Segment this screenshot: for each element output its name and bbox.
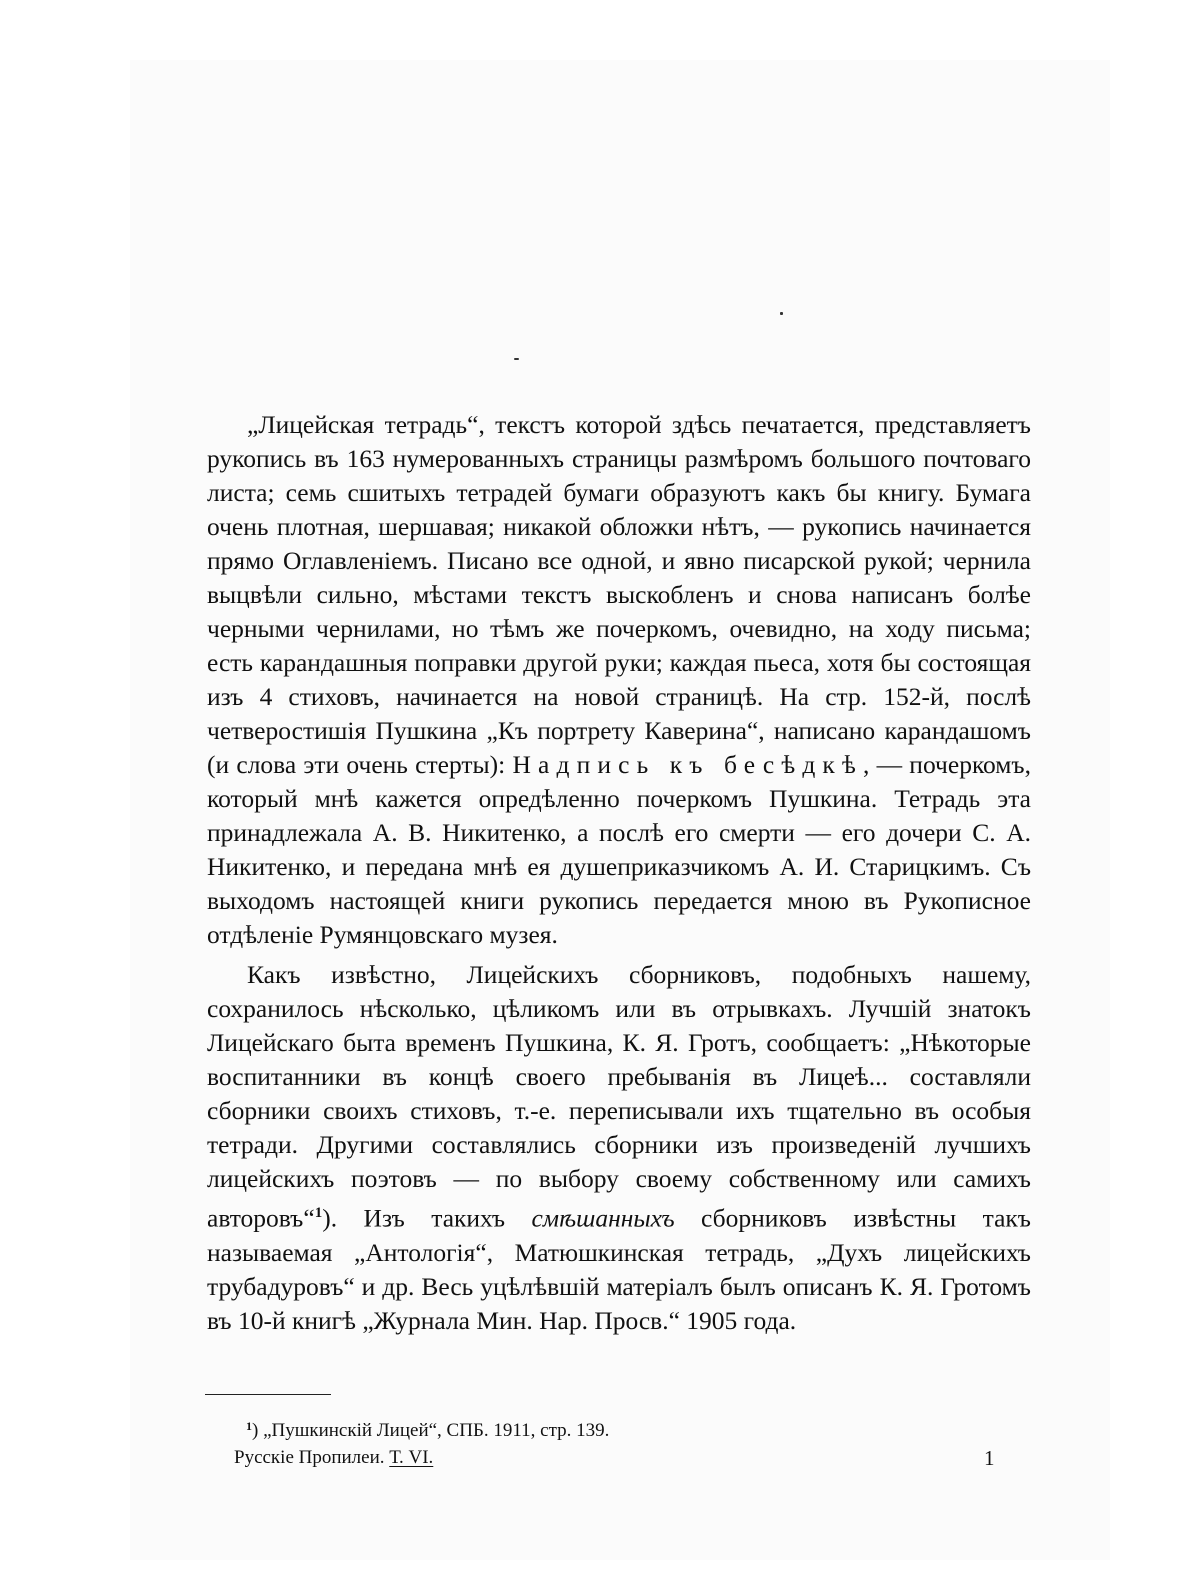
paragraph-2-italic-term: смѣшанныхъ xyxy=(531,1203,675,1233)
footnote-text: ) „Пушкинскій Лицей“, СПБ. 1911, стр. 139. xyxy=(252,1420,610,1441)
footnote-marker: 1 xyxy=(246,1419,252,1433)
paragraph-1 xyxy=(207,408,1031,952)
volume-label: Т. VI. xyxy=(389,1447,434,1468)
paragraph-1-spaced-title: Надпись къ бесѣдкѣ xyxy=(512,750,863,779)
ink-speck xyxy=(780,312,783,315)
footnote xyxy=(246,1414,609,1443)
footnote-reference: 1 xyxy=(314,1205,323,1221)
main-text xyxy=(207,408,1031,1338)
paragraph-1-text-b: , — почеркомъ, который мнѣ кажется опредѣленно почеркомъ Пушкина. Тетрадь эта принадлежала А. В. Никитенко, а послѣ его смерти — его дочери С. А. Никитенко, и передана мнѣ ея душеприказчикомъ А. И. Старицкимъ. Съ выходомъ настоящей книги рукопись передается мною въ Рукописное отдѣленіе Румянцовскаго музея. xyxy=(207,750,1031,949)
paragraph-2-text-c: сборниковъ извѣстны такъ называемая „Антологія“, Матюшкинская тетрадь, „Духъ лицейскихъ трубадуровъ“ и др. Весь уцѣлѣвшій матеріалъ былъ описанъ К. Я. Гротомъ въ 10-й книгѣ „Журнала Мин. Нар. Просв.“ 1905 года. xyxy=(207,1203,1031,1335)
footnote-divider xyxy=(205,1394,331,1395)
printer-signature xyxy=(234,1446,433,1470)
paragraph-1-text-a: „Лицейская тетрадь“, текстъ которой здѣсь печатается, представляетъ рукопись въ 163 нумерованныхъ страницы размѣромъ большого почтоваго листа; семь сшитыхъ тетрадей бумаги образуютъ какъ бы книгу. Бумага очень плотная, шершавая; никакой обложки нѣтъ, — рукопись начинается прямо Оглавленіемъ. Писано все одной, и явно писарской рукой; чернила выцвѣли сильно, мѣстами текстъ выскобленъ и снова написанъ болѣе черными чернилами, но тѣмъ же почеркомъ, очевидно, на ходу письма; есть карандашныя поправки другой руки; каждая пьеса, хотя бы состоящая изъ 4 стиховъ, начинается на новой страницѣ. На стр. 152-й, послѣ четверостишія Пушкина „Къ портрету Каверина“, написано карандашомъ (и слова эти очень стерты): xyxy=(207,410,1031,779)
paragraph-2 xyxy=(207,958,1031,1338)
paragraph-2-text-a: Какъ извѣстно, Лицейскихъ сборниковъ, подобныхъ нашему, сохранилось нѣсколько, цѣликомъ или въ отрывкахъ. Лучшій знатокъ Лицейскаго быта временъ Пушкина, К. Я. Гротъ, сообщаетъ: „Нѣкоторые воспитанники въ концѣ своего пребыванія въ Лицеѣ... составляли сборники своихъ стиховъ, т.-е. переписывали ихъ тщательно въ особыя тетради. Другими составлялись сборники изъ произведеній лучшихъ лицейскихъ поэтовъ — по выбору своему собственному или самихъ авторовъ“ xyxy=(207,960,1031,1233)
paragraph-2-text-b: ). Изъ такихъ xyxy=(322,1203,532,1233)
page-number: 1 xyxy=(984,1446,995,1470)
ink-speck xyxy=(514,358,519,360)
series-title: Русскіе Пропилеи. xyxy=(234,1447,385,1468)
